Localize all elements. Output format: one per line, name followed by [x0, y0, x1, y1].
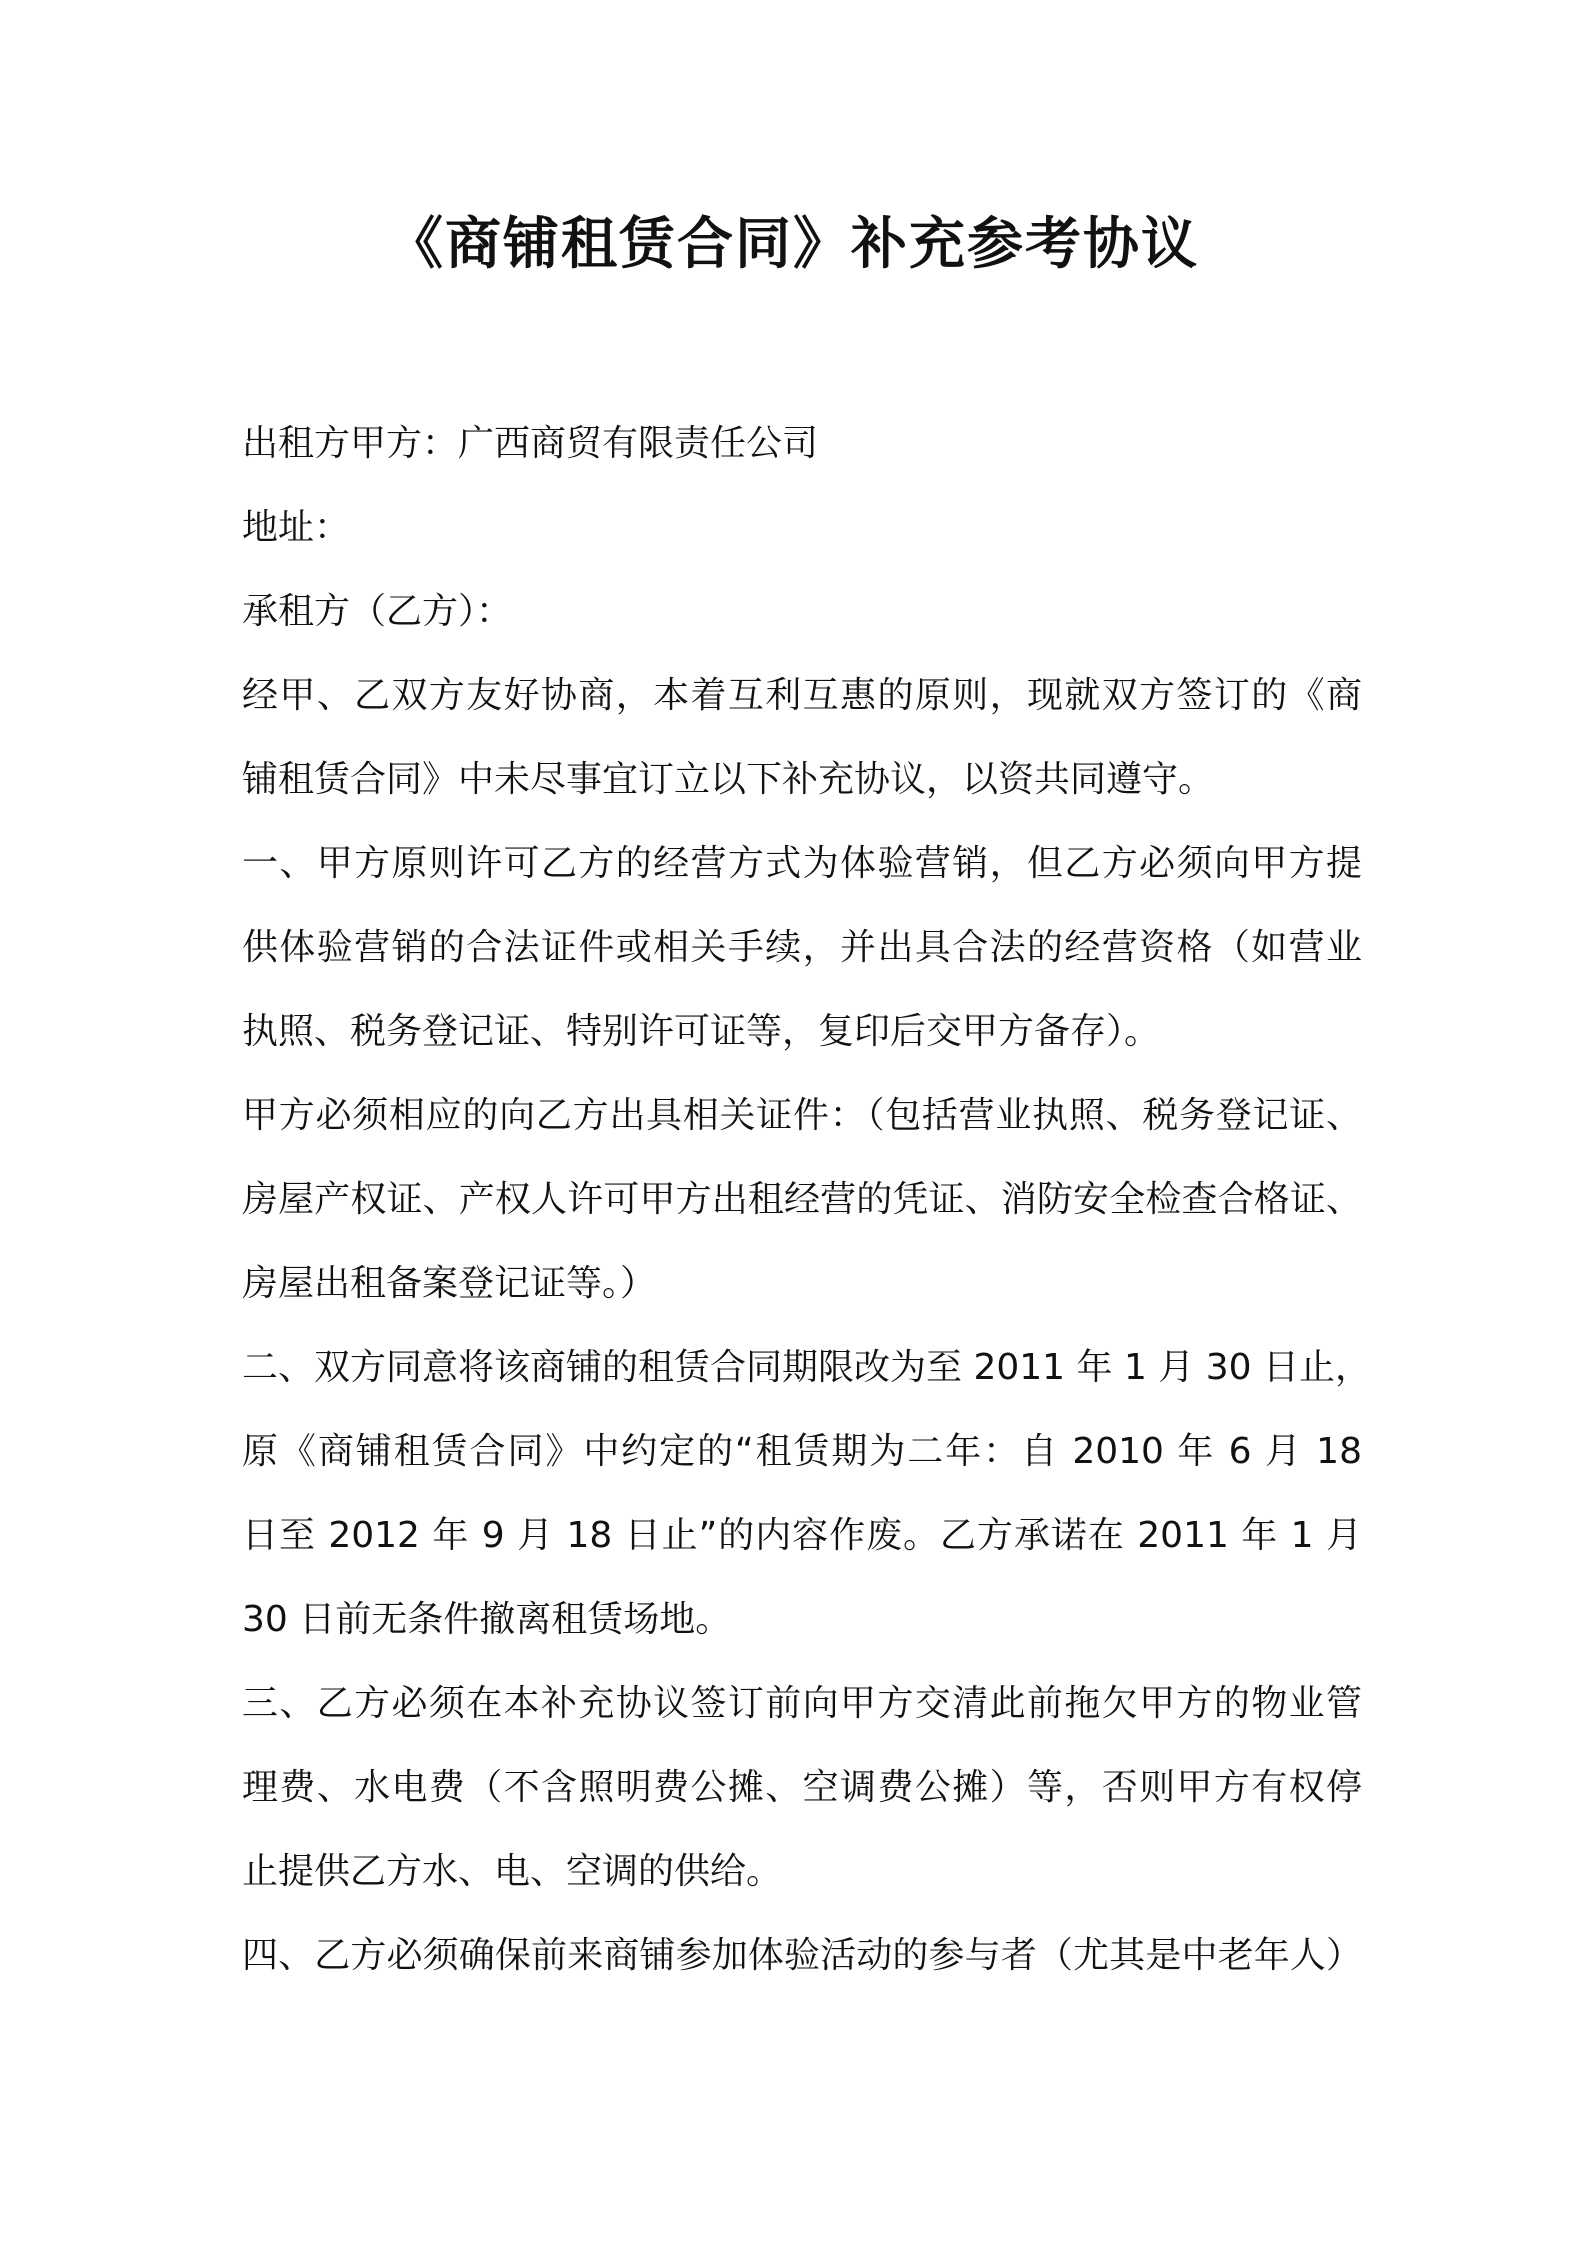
clause-2-line: 原《商铺租赁合同》中约定的“租赁期为二年：自 2010 年 6 月 18 — [242, 1431, 1362, 1472]
clause-2-line: 30 日前无条件撤离租赁场地。 — [242, 1599, 732, 1640]
document-body — [242, 402, 1371, 1998]
address-line: 地址： — [242, 507, 351, 548]
clause-4-line: 四、乙方必须确保前来商铺参加体验活动的参与者（尤其是中老年人） — [242, 1935, 1362, 1976]
lessee-line: 承租方（乙方）： — [242, 591, 513, 632]
clause-3-line: 三、乙方必须在本补充协议签订前向甲方交清此前拖欠甲方的物业管 — [242, 1683, 1362, 1724]
clause-1-line: 供体验营销的合法证件或相关手续，并出具合法的经营资格（如营业 — [242, 927, 1362, 968]
clause-1-line: 执照、税务登记证、特别许可证等，复印后交甲方备存）。 — [242, 1011, 1161, 1052]
clause-1-line: 一、甲方原则许可乙方的经营方式为体验营销，但乙方必须向甲方提 — [242, 843, 1362, 884]
preamble-line: 铺租赁合同》中未尽事宜订立以下补充协议，以资共同遵守。 — [242, 759, 1215, 800]
clause-2-line: 日至 2012 年 9 月 18 日止”的内容作废。乙方承诺在 2011 年 1 月 — [242, 1515, 1362, 1556]
clause-1-lessor-line: 甲方必须相应的向乙方出具相关证件：（包括营业执照、税务登记证、 — [242, 1095, 1362, 1136]
lessor-line: 出租方甲方：广西商贸有限责任公司 — [242, 423, 819, 464]
clause-1-lessor-line: 房屋出租备案登记证等。） — [242, 1263, 657, 1304]
clause-1-lessor-line: 房屋产权证、产权人许可甲方出租经营的凭证、消防安全检查合格证、 — [242, 1179, 1362, 1220]
clause-3-line: 止提供乙方水、电、空调的供给。 — [242, 1851, 783, 1892]
clause-2-line: 二、双方同意将该商铺的租赁合同期限改为至 2011 年 1 月 30 日止， — [242, 1347, 1371, 1388]
preamble-line: 经甲、乙双方友好协商，本着互利互惠的原则，现就双方签订的《商 — [242, 675, 1362, 716]
document-title: 《商铺租赁合同》补充参考协议 — [387, 212, 1199, 277]
clause-3-line: 理费、水电费（不含照明费公摊、空调费公摊）等，否则甲方有权停 — [242, 1767, 1362, 1808]
